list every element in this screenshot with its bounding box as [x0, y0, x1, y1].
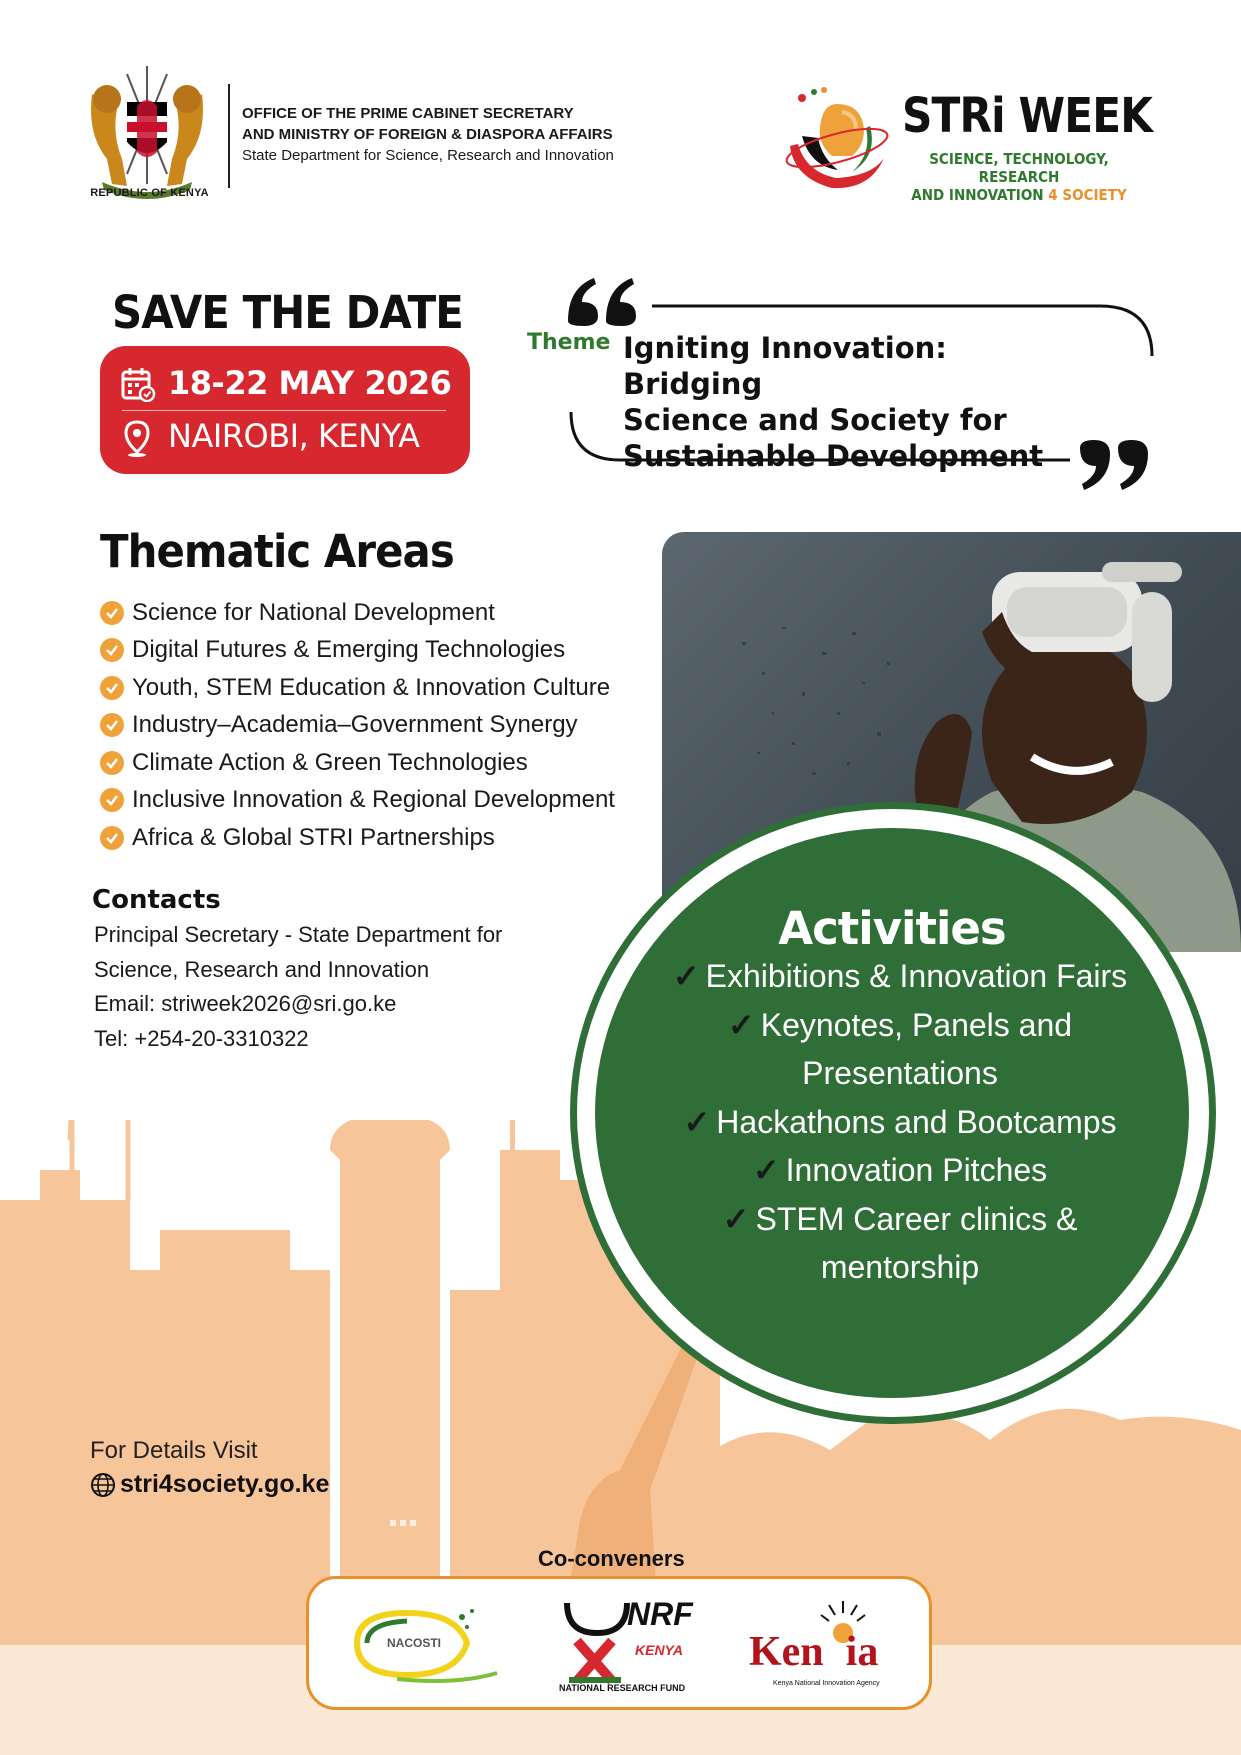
nrf-caption: NATIONAL RESEARCH FUND: [559, 1683, 686, 1693]
list-item: [100, 669, 615, 707]
activities-list: [620, 952, 1180, 1292]
office-line-3: State Department for Science, Research and Innovation: [242, 147, 614, 164]
activity-label: STEM Career clinics &: [755, 1200, 1078, 1237]
list-item-continuation: Presentations: [802, 1055, 998, 1091]
contact-email[interactable]: Email: striweek2026@sri.go.ke: [94, 991, 397, 1016]
stri-week-title: STRi WEEK: [902, 88, 1153, 144]
theme-statement: [623, 330, 1093, 474]
thematic-area-label: Africa & Global STRI Partnerships: [132, 823, 495, 851]
thematic-area-label: Industry–Academia–Government Synergy: [132, 711, 578, 739]
website-link[interactable]: [90, 1470, 329, 1499]
check-circle-icon: [100, 751, 124, 775]
activity-label: Exhibitions & Innovation Fairs: [705, 958, 1128, 994]
list-item: [620, 1098, 1180, 1147]
check-mark-icon: ✓: [727, 1006, 755, 1043]
contacts-block: [94, 918, 502, 1056]
theme-line-2: Science and Society for: [623, 403, 1007, 437]
check-circle-icon: [100, 788, 124, 812]
check-circle-icon: [100, 826, 124, 850]
kenya-coat-of-arms: [82, 64, 212, 204]
kenia-logo: [743, 1593, 903, 1693]
thematic-area-label: Inclusive Innovation & Regional Development: [132, 786, 615, 814]
office-line-1: OFFICE OF THE PRIME CABINET SECRETARY: [242, 105, 574, 122]
thematic-area-label: Youth, STEM Education & Innovation Culture: [132, 673, 611, 701]
location-pin-icon: [122, 420, 152, 458]
check-mark-icon: ✓: [752, 1152, 780, 1188]
thematic-areas-list: [100, 594, 615, 857]
kenia-wordmark-a: Ken: [749, 1629, 824, 1675]
thematic-area-label: Climate Action & Green Technologies: [132, 748, 528, 776]
header-divider: [228, 84, 230, 188]
contacts-heading: Contacts: [92, 885, 221, 915]
svg-text:Kenia: [749, 1629, 878, 1675]
check-circle-icon: [100, 713, 124, 737]
check-circle-icon: [100, 676, 124, 700]
list-item: [620, 1195, 1180, 1244]
list-item-continuation: mentorship: [820, 1249, 980, 1285]
stri-subtitle-line-2b: 4 SOCIETY: [1048, 186, 1127, 204]
stri-subtitle-line-2a: AND INNOVATION: [911, 186, 1049, 204]
check-circle-icon: [100, 638, 124, 662]
nacosti-wordmark: NACOSTI: [387, 1636, 441, 1650]
coat-of-arms-caption: REPUBLIC OF KENYA: [90, 187, 209, 199]
theme-line-1: Igniting Innovation: Bridging: [623, 331, 947, 401]
list-item: [100, 782, 615, 820]
list-item: [100, 744, 615, 782]
date-location-box: [100, 346, 470, 474]
activity-label: Hackathons and Bootcamps: [716, 1103, 1117, 1140]
details-label: For Details Visit: [90, 1437, 258, 1464]
website-url: stri4society.go.ke: [120, 1470, 330, 1498]
theme-label: Theme: [527, 330, 611, 355]
list-item: [100, 819, 615, 857]
open-quote-icon: [568, 278, 636, 326]
stri-week-logo: [782, 86, 892, 198]
list-item: [100, 632, 615, 670]
thematic-area-label: Digital Futures & Emerging Technologies: [132, 636, 566, 664]
activity-label: Innovation Pitches: [785, 1152, 1048, 1188]
list-item: [100, 594, 615, 632]
check-mark-icon: ✓: [672, 958, 700, 994]
event-dates: 18-22 MAY 2026: [168, 364, 452, 402]
calendar-icon: [120, 366, 156, 402]
date-divider: [122, 410, 446, 411]
contact-line-2: Science, Research and Innovation: [94, 956, 430, 982]
thematic-areas-heading: Thematic Areas: [100, 525, 454, 578]
activity-label: Keynotes, Panels and: [760, 1006, 1073, 1043]
list-item: [620, 952, 1180, 1001]
event-location: NAIROBI, KENYA: [168, 417, 420, 455]
list-item: [620, 1001, 1180, 1050]
nrf-wordmark: NRF: [627, 1596, 693, 1632]
kenia-caption: Kenya National Innovation Agency: [773, 1680, 880, 1687]
stri-subtitle-line-1: SCIENCE, TECHNOLOGY, RESEARCH: [929, 150, 1109, 186]
list-item: [620, 1146, 1180, 1195]
contact-phone[interactable]: Tel: +254-20-3310322: [94, 1025, 309, 1051]
office-block: [242, 103, 614, 166]
check-mark-icon: ✓: [683, 1103, 711, 1140]
nrf-logo: [557, 1593, 697, 1693]
conveners-box: [306, 1576, 932, 1710]
office-line-2: AND MINISTRY OF FOREIGN & DIASPORA AFFAIRS: [242, 126, 613, 143]
save-the-date-heading: SAVE THE DATE: [112, 286, 463, 339]
nacosti-logo: [337, 1593, 507, 1693]
theme-line-3: Sustainable Development: [623, 439, 1044, 473]
conveners-heading: Co-conveners: [538, 1546, 685, 1571]
globe-icon: [90, 1472, 116, 1498]
contact-line-1: Principal Secretary - State Department for: [94, 922, 503, 947]
check-circle-icon: [100, 601, 124, 625]
check-mark-icon: ✓: [722, 1200, 750, 1237]
nrf-kenya: KENYA: [635, 1642, 683, 1658]
activities-heading: Activities: [778, 902, 1006, 955]
stri-week-subtitle: [902, 150, 1136, 204]
thematic-area-label: Science for National Development: [132, 598, 495, 626]
list-item: [100, 707, 615, 745]
kenia-wordmark-b: ia: [845, 1629, 879, 1675]
